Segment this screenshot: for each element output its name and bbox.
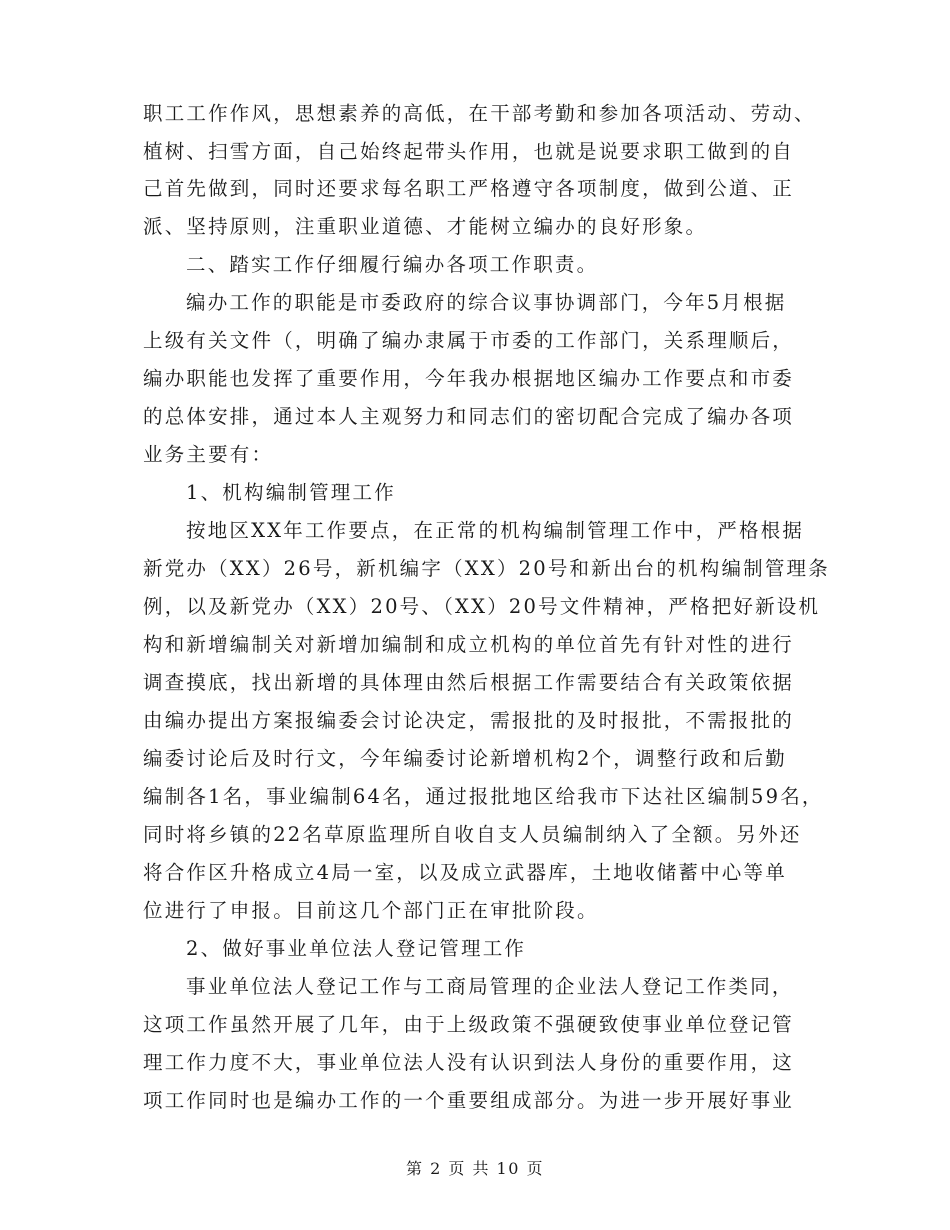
text-line: 这项工作虽然开展了几年，由于上级政策不强硬致使事业单位登记管 — [143, 1013, 795, 1036]
text-line: 派、坚持原则，注重职业道德、才能树立编办的良好形象。 — [143, 215, 708, 238]
text-line: 职工工作作风，思想素养的高低，在干部考勤和参加各项活动、劳动、 — [143, 102, 816, 125]
text-line: 己首先做到，同时还要求每名职工严格遵守各项制度，做到公道、正 — [143, 177, 795, 200]
text-line: 编办职能也发挥了重要作用，今年我办根据地区编办工作要点和市委 — [143, 367, 795, 390]
text-line: 例，以及新党办（XX）20号、（XX）20号文件精神，严格把好新设机 — [143, 595, 821, 618]
text-line: 编委讨论后及时行文，今年编委讨论新增机构2个，调整行政和后勤 — [143, 747, 787, 770]
text-line: 业务主要有： — [143, 443, 274, 466]
section-heading: 二、踏实工作仔细履行编办各项工作职责。 — [186, 253, 599, 276]
text-line: 编制各1名，事业编制64名，通过报批地区给我市下达社区编制59名， — [143, 785, 824, 808]
paragraph-start-line: 按地区XX年工作要点，在正常的机构编制管理工作中，严格根据 — [186, 519, 805, 542]
text-line: 将合作区升格成立4局一室，以及成立武器库，土地收储蓄中心等单 — [143, 861, 787, 884]
text-line: 同时将乡镇的22名草原监理所自收自支人员编制纳入了全额。另外还 — [143, 823, 802, 846]
text-line: 理工作力度不大，事业单位法人没有认识到法人身份的重要作用，这 — [143, 1051, 795, 1074]
text-line: 调查摸底，找出新增的具体理由然后根据工作需要结合有关政策依据 — [143, 671, 795, 694]
page-number-footer: 第 2 页 共 10 页 — [406, 1159, 544, 1178]
subsection-heading: 2、做好事业单位法人登记管理工作 — [186, 937, 527, 960]
text-line: 上级有关文件（，明确了编办隶属于市委的工作部门，关系理顺后， — [143, 329, 795, 352]
text-line: 构和新增编制关对新增加编制和成立机构的单位首先有针对性的进行 — [143, 633, 795, 656]
text-line: 植树、扫雪方面，自己始终起带头作用，也就是说要求职工做到的自 — [143, 140, 795, 163]
paragraph-start-line: 事业单位法人登记工作与工商局管理的企业法人登记工作类同， — [186, 975, 794, 998]
paragraph-start-line: 编办工作的职能是市委政府的综合议事协调部门，今年5月根据 — [186, 291, 787, 314]
text-line: 新党办（XX）26号，新机编字（XX）20号和新出台的机构编制管理条 — [143, 557, 830, 580]
subsection-heading: 1、机构编制管理工作 — [186, 481, 396, 504]
text-line: 的总体安排，通过本人主观努力和同志们的密切配合完成了编办各项 — [143, 405, 795, 428]
text-line: 项工作同时也是编办工作的一个重要组成部分。为进一步开展好事业 — [143, 1089, 795, 1112]
text-line: 位进行了申报。目前这几个部门正在审批阶段。 — [143, 899, 599, 922]
text-line: 由编办提出方案报编委会讨论决定，需报批的及时报批，不需报批的 — [143, 709, 795, 732]
